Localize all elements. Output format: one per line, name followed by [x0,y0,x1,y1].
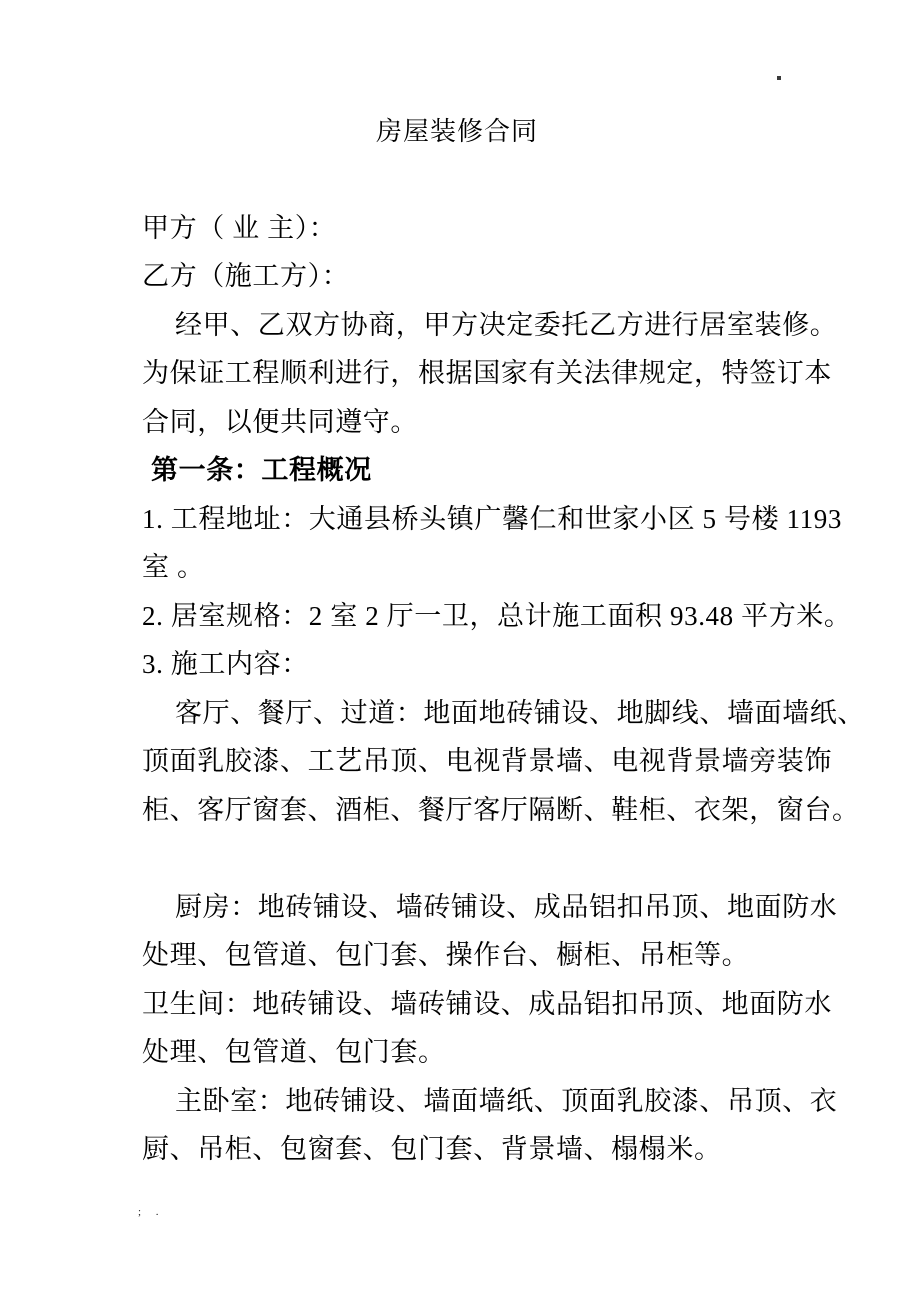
document-line: 处理、包管道、包门套。 [142,1037,446,1067]
document-line: 顶面乳胶漆、工艺吊顶、电视背景墙、电视背景墙旁装饰 [142,746,832,776]
document-line: 卫生间：地砖铺设、墙砖铺设、成品铝扣吊顶、地面防水 [142,988,832,1019]
document-line: 合同，以便共同遵守。 [142,406,418,437]
document-title: 房屋装修合同 [375,117,538,146]
page-footer-marks: ; . [138,1206,165,1218]
document-line: 为保证工程顺利进行，根据国家有关法律规定，特签订本 [142,358,832,388]
document-line: 厨房：地砖铺设、墙砖铺设、成品铝扣吊顶、地面防水 [175,891,838,922]
document-line: 客厅、餐厅、过道：地面地砖铺设、地脚线、墙面墙纸、 [175,697,865,728]
document-line: 厨、吊柜、包窗套、包门套、背景墙、榻榻米。 [142,1134,722,1164]
document-line: 室 。 [142,552,205,582]
document-line: 2. 居室规格：2 室 2 厅一卫，总计施工面积 93.48 平方米。 [142,600,852,631]
document-line: 主卧室：地砖铺设、墙面墙纸、顶面乳胶漆、吊顶、衣 [175,1085,838,1116]
document-content [142,108,865,1174]
document-line: 乙方（施工方）： [142,261,350,291]
document-line: 1. 工程地址：大通县桥头镇广馨仁和世家小区 5 号楼 1193 [142,503,842,534]
document-lines [142,204,865,1174]
blank-line [142,834,802,883]
document-line: 3. 施工内容： [142,649,309,679]
document-line: 柜、客厅窗套、酒柜、餐厅客厅隔断、鞋柜、衣架，窗台。 [142,794,860,825]
section-heading: 第一条：工程概况 [151,455,372,485]
stray-speck [777,76,781,80]
document-line: 处理、包管道、包门套、操作台、橱柜、吊柜等。 [142,940,750,970]
document-line: 甲方（ 业 主）： [142,212,337,243]
document-line: 经甲、乙双方协商，甲方决定委托乙方进行居室装修。 [175,309,838,340]
